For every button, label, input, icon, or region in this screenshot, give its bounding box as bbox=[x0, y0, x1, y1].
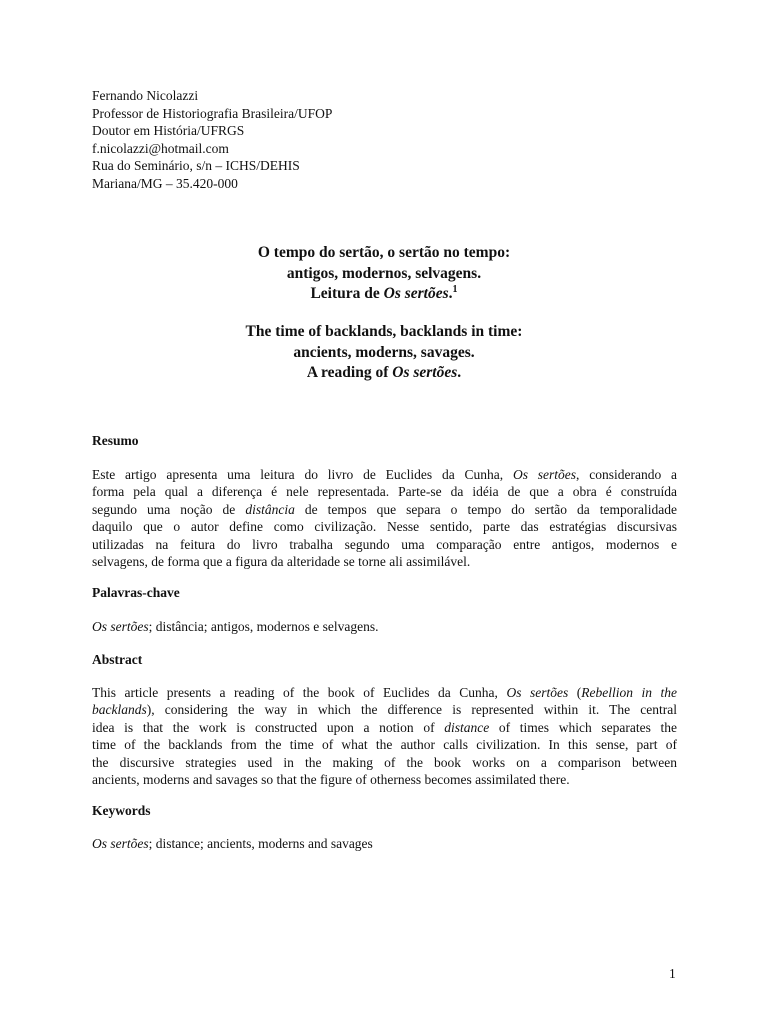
resumo-line: selvagens, de forma que a figura da alteridade se torne ali assimilável. bbox=[92, 554, 471, 570]
title-pt-book: Os sertões bbox=[383, 285, 449, 302]
title-pt-line3 bbox=[0, 284, 768, 305]
keywords-heading: Keywords bbox=[92, 803, 151, 818]
resumo-paragraph bbox=[92, 466, 677, 570]
title-pt-line2: antigos, modernos, selvagens. bbox=[286, 264, 482, 282]
author-degree: Doutor em História/UFRGS bbox=[92, 123, 245, 139]
abstract-line: time of the backlands from the time of what the author calls civilization. In this sense, part of bbox=[92, 737, 677, 753]
abstract-line: idea is that the work is constructed upon a notion of distance of times which separates the bbox=[92, 719, 677, 735]
resumo-heading: Resumo bbox=[92, 433, 139, 448]
abstract-line: backlands), considering the way in which the difference is represented within it. The central bbox=[92, 702, 677, 718]
author-name: Fernando Nicolazzi bbox=[92, 88, 199, 103]
footnote-mark: 1 bbox=[452, 284, 458, 295]
title-en-line3 bbox=[0, 363, 768, 384]
resumo-line: daquilo que o autor define como civilização. Nesse sentido, parte das estratégias discursivas bbox=[92, 519, 677, 535]
palavras-chave-heading: Palavras-chave bbox=[92, 585, 180, 600]
palavras-chave-text: Os sertões; distância; antigos, modernos e selvagens. bbox=[92, 619, 379, 634]
author-position: Professor de Historiografia Brasileira/UFOP bbox=[92, 105, 333, 121]
author-email: f.nicolazzi@hotmail.com bbox=[92, 140, 229, 156]
title-pt-prefix: Leitura de bbox=[310, 285, 384, 302]
author-city: Mariana/MG – 35.420-000 bbox=[92, 175, 238, 191]
title-en-line2: ancients, moderns, savages. bbox=[293, 343, 475, 361]
resumo-line: Este artigo apresenta uma leitura do livro de Euclides da Cunha, Os sertões, considerando a bbox=[92, 467, 678, 482]
title-en-book: Os sertões bbox=[392, 364, 458, 381]
title-en-prefix: A reading of bbox=[306, 364, 393, 381]
resumo-line: forma pela qual a diferença é nele representada. Parte-se da idéia de que a obra é construída bbox=[92, 484, 677, 500]
title-pt-suffix: . bbox=[448, 285, 453, 302]
resumo-line: utilizadas na feitura do livro trabalha segundo uma comparação entre antigos, modernos e bbox=[92, 536, 677, 552]
title-en-line1: The time of backlands, backlands in time: bbox=[245, 323, 523, 340]
resumo-line: segundo uma noção de distância de tempos que separa o tempo do sertão da temporalidade bbox=[92, 501, 677, 517]
title-english bbox=[0, 322, 768, 384]
title-portuguese bbox=[0, 243, 768, 305]
keywords-text: Os sertões; distance; ancients, moderns and savages bbox=[92, 836, 373, 851]
title-en-suffix: . bbox=[457, 364, 462, 381]
abstract-line: ancients, moderns and savages so that the figure of otherness becomes assimilated there. bbox=[92, 772, 570, 788]
author-block bbox=[92, 87, 332, 193]
page-number: 1 bbox=[669, 966, 676, 981]
author-address: Rua do Seminário, s/n – ICHS/DEHIS bbox=[92, 158, 300, 174]
abstract-heading: Abstract bbox=[92, 652, 143, 667]
abstract-paragraph bbox=[92, 684, 677, 788]
abstract-line: the discursive strategies used in the making of the book works on a comparison between bbox=[92, 754, 677, 770]
title-pt-line1: O tempo do sertão, o sertão no tempo: bbox=[257, 244, 511, 261]
abstract-line: This article presents a reading of the book of Euclides da Cunha, Os sertões (Rebellion in the bbox=[92, 685, 677, 700]
